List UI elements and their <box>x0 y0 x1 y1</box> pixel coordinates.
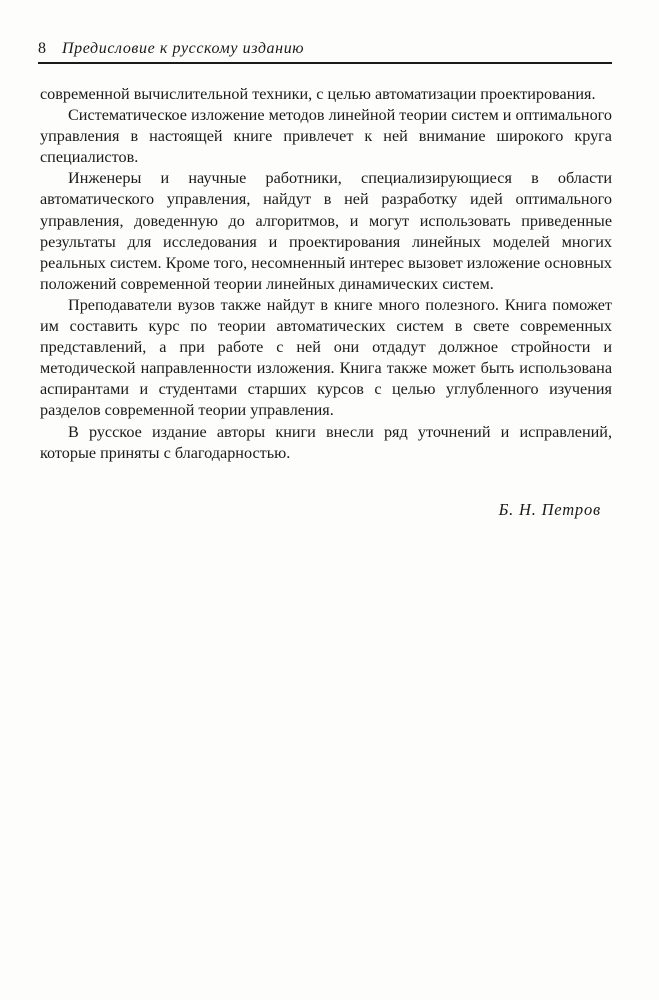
paragraph: В русское издание авторы книги внесли ряд уточнений и исправлений, которые приняты с благодарностью. <box>40 422 612 462</box>
paragraph: Инженеры и научные работники, специализирующиеся в области автоматического управления, найдут в ней разработку идей оптимального управления, доведенную до алгоритмов, и могут использовать приведенные результаты для исследования и проектирования линейных моделей многих реальных систем. Кроме того, несомненный интерес вызовет изложение основных положений современной теории линейных динамических систем. <box>40 169 612 293</box>
paragraph: Преподаватели вузов также найдут в книге много полезного. Книга поможет им составить курс по теории автоматических систем в свете современных представлений, а при работе с ней они отдадут должное стройности и методической направленности изложения. Книга также может быть использована аспирантами и студентами старших курсов с целью углубленного изучения разделов современной теории управления. <box>40 295 612 420</box>
paragraph: Систематическое изложение методов линейной теории систем и оптимального управления в настоящей книге привлечет к ней внимание широкого круга специалистов. <box>40 106 612 167</box>
paragraph-continuation: современной вычислительной техники, с целью автоматизации проектирования. <box>40 85 596 103</box>
running-title: Предисловие к русскому изданию <box>62 40 305 57</box>
page-number: 8 <box>38 40 46 57</box>
body-text <box>40 84 612 464</box>
header-rule <box>38 62 612 64</box>
running-header <box>38 38 612 62</box>
signature: Б. Н. Петров <box>498 500 601 519</box>
